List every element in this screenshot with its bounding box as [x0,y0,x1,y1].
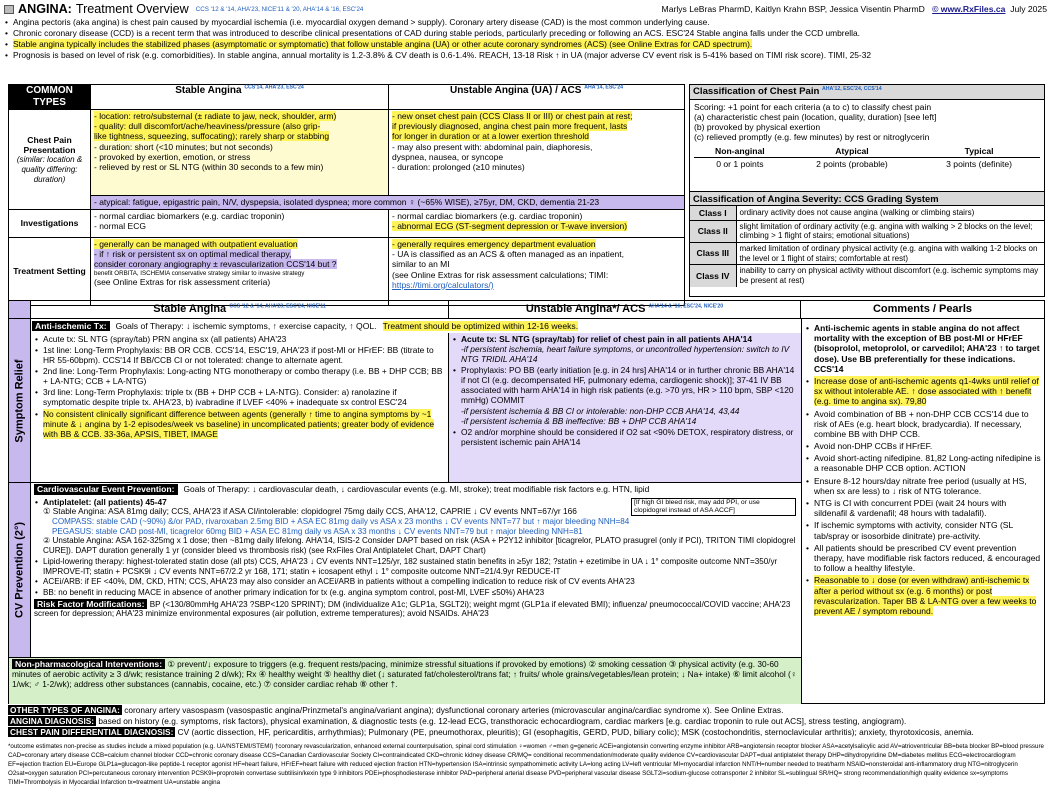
comments-pearls-column: • Anti-ischemic agents in stable angina do not affect mortality with the exception of BB post-MI or HFrEF (bisoprolol, metoprolol, or carvedilol; AHA'23 ↑ to target dose). Use BB preferentially for these indications. CCS'14 • Increase dose of anti-ischemic agents q1-4wks until relief of sx without intolerable AE. ↑ dose associated with ↑ benefit (e.g. time to angina sx). 79,80 • Avoid combination of BB + non-DHP CCB CCS'14 due to risk of AEs (e.g. heart block, bradycardia). If necessary, combine BB with DHP CCB. • Avoid non-DHP CCBs if HFrEF. • Avoid short-acting nifedipine. 81,82 Long-acting nifedipine is a reasonable DHP CCB option. ACTION • Ensure 8-12 hours/day nitrate free period (usually at HS, when sx are less) to ↓ risk of NTG tolerance. • NTG is CI with concurrent PDEi (wait 24 hours with sildenafil & vardenafil; 48 hours with tadalafil). • If ischemic symptoms with activity, consider NTG (SL tab/spray or isosorbide dinitrate) pre-activity. • All patients should be prescribed CV event prevention therapy, have modifiable risk factors reduced, & encouraged to follow a healthy lifestyle. • Reasonable to ↓ dose (or even withdraw) anti-ischemic tx after a period without sx (e.g. 6 months) or post revascularization. Taper BB & LA-NTG over a few weeks to prevent AE / symptom rebound. [801,319,1044,704]
unstable-angina-header: Unstable Angina (UA) / ACS $^{AHA'14, ESC'24}$ [389,85,685,110]
intro-bullet: • Chronic coronary disease (CCD) is a recent term that was introduced to describe clinical presentations of CAD during stable periods, particularly preceding or following an ACS. ESC'24 Stable angina falls under the CCD umbrella. [4,28,1047,38]
intro-bullet: • Angina pectoris (aka angina) is chest pain caused by myocardial ischemia (i.e. myocardial oxygen demand > supply). Coronary artery disease (CAD) is the most common underlying cause. [4,17,1047,27]
authors-line: Marlys LeBras PharmD, Kaitlyn Krahn BSP, Jessica Visentin PharmD © www.RxFiles.ca July 2025 [661,4,1047,15]
criteria-b: (b) provoked by physical exertion [694,122,821,133]
unstable-treatment-header: Unstable Angina*/ ACS $^{AHA'14 \& '16, ESC'24, NICE'20}$ [449,301,801,318]
stable-presentation-cell: - location: retro/substernal (± radiate to jaw, neck, shoulder, arm) - quality: dull discomfort/ache/heaviness/pressure (also grip- like tightness, squeezing, suffocating); rarely sharp or stabbing - duration: short (<10 minutes; but not seconds) - provoked by exertion, emotion, or stress - relieved by rest or SL NTG (within 30 seconds to a few min) [91,110,389,196]
document-header [4,3,1047,75]
rxfiles-link[interactable]: © www.RxFiles.ca [932,4,1006,15]
monitor-icon [4,5,14,14]
treatment-table [8,300,1045,704]
bottom-notes [8,705,1045,738]
stable-treatment-header: Stable Angina $^{CCS '12 \& '14, AHA'23, ESC'24, NICE'11}$ [31,301,449,318]
differential-diagnosis-row: CHEST PAIN DIFFERENTIAL DIAGNOSIS: CV (aortic dissection, HF, pericarditis, arrhythmias); Pulmonary (PE, pneumothorax, pleuritis); GI (esophagitis, GERD, PUD, biliary colic); MSK (costochondritis, sternoclavicular arthritis); anxiety, thyrotoxicosis, anemia. [10,727,974,737]
unstable-setting-cell: - generally requires emergency department evaluation - UA is classified as an ACS & often managed as an inpatient, similar to an MI (see Online Extras for risk assessment calculations; TIMI: https://timi.org/calculators/) [389,238,685,306]
page-title: ANGINA: Treatment Overview CCS '12 & '14, AHA'23, NICE'11 & '20, AHA'14 & '16, ESC'24 [4,2,363,17]
atypical-presentation-cell: - atypical: fatigue, epigastric pain, N/V, dyspepsia, isolated dyspnea; more common ♀ (~65% WISE), ≥75yr, DM, CKD, dementia 21-23 [91,196,685,210]
pearls-header: Comments / Pearls [872,303,973,315]
criteria-c: (c) relieved promptly (e.g. few minutes) by rest or nitroglycerin [694,132,930,143]
non-pharmacological-interventions: Non-pharmacological Interventions: ① prevent/↓ exposure to triggers (e.g. frequent rests/pacing, minimize stressful situations if provoked by emotions) ② smoking cessation ③ physical activity (e.g. 30-60 minutes of aerobic activity ≥ 3 d/wk; resistance training 2 d/wk); Rx ④ healthy weight ⑤ healthy diet (↓ saturated fat/cholesterol/trans fat; ↑ fruits/ whole grains/vegetables/lean protein; ↓ Na+ intake) ⑥ limit alcohol (♀ 1/wk; ♂ 1-2/wk); address other substances (cannabis, cocaine, etc.) ⑦ consider cardiac rehab ⑧ other †. [9,657,801,704]
unstable-investigations-cell: - normal cardiac biomarkers (e.g. cardiac troponin) - abnormal ECG (ST-segment depression or T-wave inversion) [389,210,685,238]
cv-prevention-section: Cardiovascular Event Prevention: Goals of Therapy: ↓ cardiovascular death, ↓ cardiovascular events (e.g. MI, stroke); treat modifiable risk factors e.g. HTN, lipid • Antiplatelet: (all patients) 45-47 [If high GI bleed risk, may add PPI, or use clopidogrel instead of ASA ACCF] ① Stable Angina: ASA 81mg daily; CCS, AHA'23 if ASA CI/intolerable: clopidogrel 75mg daily CCS, AHA'12, CAPRIE ↓ CV events NNT=67/yr 166 COMPASS: stable CAD (~90%) &/or PAD, rivaroxaban 2.5mg BID + ASA EC 81mg daily vs ASA x 23 months ↓ CV events NNT=77 but ↑ major bleeding NNH=84 PEGASUS: stable CAD post-MI, ticagrelor 60mg BID + ASA EC 81mg daily vs ASA x 33 months ↓ CV events NNT=79 but ↑ major bleeding NNH=81 ② Unstable Angina: ASA 162-325mg x 1 dose; then ~81mg daily lifelong. AHA'14, ISIS-2 Consider DAPT based on risk (ASA + P2Y12 inhibitor [ticagrelor, PLATO prasugrel (only if PCI), TRITON TIMI clopidogrel CURE]). DAPT duration generally 1 yr (consider bleed vs thrombosis risk) (see RxFiles Oral Antiplatelet Chart, DAPT Chart) • Lipid-lowering therapy: highest-tolerated statin dose (all pts) CCS, AHA'23 ↓ CV events NNT=125/yr, 182 sustained statin benefits in ≥5yr 182; ?statin + ezetimibe in UA ↓ 1° composite outcome NNT=350/yr IMPROVE-IT; statin + PCSK9i ↓ CV events NNT=67/2.2 yr 168, 171; statin + icosapent ethyl ↓ 1° composite outcome NNT=21/4.9yr REDUCE-IT • ACEi/ARB: if EF <40%, DM, CKD, HTN; CCS, AHA'23 may also consider an ACEi/ARB in patients without a compelling indication to reduce risk of CV events AHA'23 • BB: no benefit in reducing MACE in absence of another primary indication for tx (e.g. angina symptom control, post-MI, LVEF ≤50%) AHA'23 Risk Factor Modifications: BP (<130/80mmHg AHA'23 ?SBP<120 SPRINT); DM (individualize A1c; GLP1a, SGLT2i); weight mgmt (GLP1a if elevated BMI); influenza/ pneumococcal/COVID vaccine; AHA'23 screen for depression; AHA'23 minimize environmental exposures (air pollution, extreme temperatures); avoid NSAIDs. AHA'23 [31,483,801,657]
intro-bullet: • Prognosis is based on level of risk (e.g. comorbidities). In stable angina, annual mortality is 1.2-3.8% & CV death is 0.6-1.4%. REACH, 13-18 Risk ↑ in UA (major adverse CV event risk is 5-41% based on TIMI risk score). TIMI, 25-32 [4,50,1047,60]
risk-factor-modifications: Risk Factor Modifications: BP (<130/80mmHg AHA'23 ?SBP<120 SPRINT); DM (individualize A1c; GLP1a, SGLT2i); weight mgmt (GLP1a if elevated BMI); influenza/ pneumococcal/COVID vaccine; AHA'23 screen for depression; AHA'23 minimize environmental exposures (air pollution, extreme temperatures); avoid NSAIDs. AHA'23 [34,598,791,619]
angina-severity-box [689,191,1045,297]
criteria-a: (a) characteristic chest pain (location, quality, duration) [see left] [694,111,937,122]
unstable-presentation-cell: - new onset chest pain (CCS Class II or III) or chest pain at rest; if previously diagnosed, angina chest pain more frequent, lasts for longer in duration or at a lower exertion threshold - may also present with: abdominal pain, diaphoresis, dyspnea, nausea, or syncope - duration: prolonged (≥10 minutes) [389,110,685,196]
common-types-header: COMMON TYPES [9,85,91,110]
angina-diagnosis-row: ANGINA DIAGNOSIS: based on history (e.g. symptoms, risk factors), physical examination, & diagnostic tests (e.g. 12-lead ECG, transthoracic echocardiogram, cardiac markers [e.g. cardiac troponin to rule out ACS], stress testing, angiogram). [10,716,907,726]
ccs-grading-table: Class I ordinary activity does not cause angina (walking or climbing stairs) Class II slight limitation of ordinary activity (e.g. angina with walking > 2 blocks on the level; climbing > 1 flight of stairs; emotional situations) Class III marked limitation of ordinary physical activity (e.g. angina with walking 1-2 blocks on the level or 1 flight of stairs; comfortable at rest) Class IV inability to carry on physical activity without discomfort (e.g. ischemic symptoms may be present at rest) [690,206,1044,286]
stable-investigations-cell: - normal cardiac biomarkers (e.g. cardiac troponin) - normal ECG [91,210,389,238]
classification-title: Classification of Chest Pain $^{AHA'12, ESC'24, CCS'14}$ [690,85,1044,100]
stable-symptom-relief: • Acute tx: SL NTG (spray/tab) PRN angina sx (all patients) AHA'23 • 1st line: Long-Term Prophylaxis: BB OR CCB. CCS'14, ESC'19, AHA'23 if post-MI or HFrEF: BB (titrate to HR 55-60bpm). CCS'14 If BB/CCB CI or not tolerated: change to alternate agent. • 2nd line: Long-Term Prophylaxis: Long-acting NTG monotherapy or combo therapy (i.e. BB + DHP CCB; BB + LA-NTG; CCB + LA-NTG) • 3rd line: Long-Term Prophylaxis: triple tx (BB + DHP CCB + LA-NTG). Consider: a) ranolazine if symptomatic despite triple tx. AHA'23, b) ivabradine if LVEF <40% + inadequate sx control ESC'24 • No consistent clinically significant difference between agents (generally ↑ time to angina symptoms by ~1 minute & ↓ angina by 1-2 episodes/week vs baseline) in uncomplicated patients; greater body of evidence with BB & CCB. 33-36a, APSIS, TIBET, IMAGE [31,333,449,482]
investigations-label: Investigations [9,210,91,238]
timi-calculator-link[interactable]: https://timi.org/calculators/) [392,279,494,290]
severity-title: Classification of Angina Severity: CCS Grading System [690,192,1044,206]
stable-setting-cell: - generally can be managed with outpatient evaluation - if ↑ risk or persistent sx on optimal medical therapy, consider coronary angiography ± revascularization CCS'14 but ? benefit ORBITA, ISCHEMIA conservative strategy similar to invasive strategy (see Online Extras for risk assessment criteria) [91,238,389,306]
symptom-relief-side-label: Symptom Relief [9,319,31,483]
stable-angina-header: Stable Angina $^{CCS'14, AHA'23, ESC'24}$ [91,85,389,110]
treatment-setting-label: Treatment Setting [9,238,91,306]
cv-prevention-side-label: CV Prevention (2°) [9,483,31,657]
classification-score-table: Non-anginal Atypical Typical 0 or 1 points 2 points (probable) 3 points (definite) [694,145,1040,171]
symptom-relief-section: Anti-ischemic Tx: Goals of Therapy: ↓ ischemic symptoms, ↑ exercise capacity, ↑ QOL. Treatment should be optimized within 12-16 weeks. • Acute tx: SL NTG (spray/tab) PRN angina sx (all patients) AHA'23 • 1st line: Long-Term Prophylaxis: BB OR CCB. CCS'14, ESC'19, AHA'23 if post-MI or HFrEF: BB (titrate to HR 55-60bpm). CCS'14 If BB/CCB CI or not tolerated: change to alternate agent. • 2nd line: Long-Term Prophylaxis: Long-acting NTG monotherapy or combo therapy (i.e. BB + DHP CCB; BB + LA-NTG; CCB + LA-NTG) • 3rd line: Long-Term Prophylaxis: triple tx (BB + DHP CCB + LA-NTG). Consider: a) ranolazine if symptomatic despite triple tx. AHA'23, b) ivabradine if LVEF <40% + inadequate sx control ESC'24 • No consistent clinically significant difference between agents (generally ↑ time to angina symptoms by ~1 minute & ↓ angina by 1-2 episodes/week vs baseline) in uncomplicated patients; greater body of evidence with BB & CCB. 33-36a, APSIS, TIBET, IMAGE • Acute tx: SL NTG (spray/tab) for relief of chest pain in all patients AHA'14 -if persistent ischemia, heart failure symptoms, or uncontrolled hypertension: switch to IV NTG TRIDIL AHA'14 • Prophylaxis: PO BB (early initiation [e.g. in 24 hrs] AHA'14 or in further chronic BB AHA'14 if not CI (e.g. decompensated HF, pulmonary edema, cardiogenic shock)]; 37-41 IV BB associated with harm AHA'14 in high risk patients (e.g. >70 yrs, HR > 110 bpm, SBP <120 mmHg) COMMIT -if persistent ischemia & BB CI or intolerable: non-DHP CCB AHA'14, 43,44 -if persistent ischemia & BB ineffective: BB + DHP CCB AHA'14 • O2 and/or morphine should be considered if O2 sat <90% DETOX, respiratory distress, or persistent ischemic pain AHA'14 [31,319,801,483]
other-types-row: OTHER TYPES OF ANGINA: coronary artery vasospasm (vasospastic angina/Prinzmetal's angina/variant angina); dysfunctional coronary arteries (microvascular angina/cardiac syndrome x). See Online Extras. [10,705,784,715]
intro-bullet: • Stable angina typically includes the stabilized phases (asymptomatic or symptomatic) that follow unstable angina (UA) or other acute coronary syndromes (ACS) (see Online Extras for CAD spectrum). [4,39,1047,49]
abbreviations-footnote: *outcome estimates non-precise as studies include a mixed population (e.g. UA/NSTEMI/STEMI) †coronary revascularization, enhanced external counterpulsation, spinal cord stimulation ♀=women ♂=men g=generic ACEi=angiotensin converting enzyme inhibitor ARB=angiotensin receptor blocker ASA=acetylsalicylic acid AV=atrioventricular BB=beta blocker BP=blood pressure CAD=coronary artery disease CCB=calcium channel blocker CCD=chronic coronary disease CCS=Canadian Cardiovascular Society CI=contraindicated CKD=chronic kidney disease CR/MQ= conditional recommendation/moderate quality evidence CV=cardiovascular DAPT=dual antiplatelet therapy DHP=dihydropyridine DM=diabetes mellitus ECG=electrocardiogram EF=ejection fraction EU=Europe GLP1a=glucagon-like peptide-1 receptor agonist HF=heart failure, HFrEF=heart failure with reduced ejection fraction HTN=hypertension ISA=intrinsic sympathomimetic activity LA=long acting LV=left ventricular MI=myocardial infarction NNT/H=number needed to treat/harm NSAID=nonsteroidal anti-inflammatory drug NTG=nitroglycerin O2sat=oxygen saturation PCI=percutaneous coronary intervention PCSK9i=proprotein convertase subtilisin/kexin type 9 inhibitors PDEi=phosphodiesterase inhibitor PAD=peripheral arterial disease PVD=peripheral vascular disease SGLT2i=sodium-glucose cotransporter 2 inhibitor SL=sublingual SR/HQ= strong recommendation/high quality evidence sx=symptoms TIMI=Thrombolysis in Myocardial Infarction tx=treatment UA=unstable angina [8,743,1044,786]
gi-bleed-note: [If high GI bleed risk, may add PPI, or use clopidogrel instead of ASA ACCF] [631,498,796,516]
classification-intro: Scoring: +1 point for each criteria (a to c) to classify chest pain [694,101,932,112]
chest-pain-presentation-label: Chest Pain Presentation (similar: location & quality differing: duration) [9,110,91,210]
angina-types-table [8,84,685,306]
chest-pain-classification-box [689,84,1045,200]
unstable-symptom-relief: • Acute tx: SL NTG (spray/tab) for relief of chest pain in all patients AHA'14 -if persistent ischemia, heart failure symptoms, or uncontrolled hypertension: switch to IV NTG TRIDIL AHA'14 • Prophylaxis: PO BB (early initiation [e.g. in 24 hrs] AHA'14 or in further chronic BB AHA'14 if not CI (e.g. decompensated HF, pulmonary edema, cardiogenic shock)]; 37-41 IV BB associated with harm AHA'14 in high risk patients (e.g. >70 yrs, HR > 110 bpm, SBP <120 mmHg) COMMIT -if persistent ischemia & BB CI or intolerable: non-DHP CCB AHA'14, 43,44 -if persistent ischemia & BB ineffective: BB + DHP CCB AHA'14 • O2 and/or morphine should be considered if O2 sat <90% DETOX, respiratory distress, or persistent ischemic pain AHA'14 [449,333,801,482]
